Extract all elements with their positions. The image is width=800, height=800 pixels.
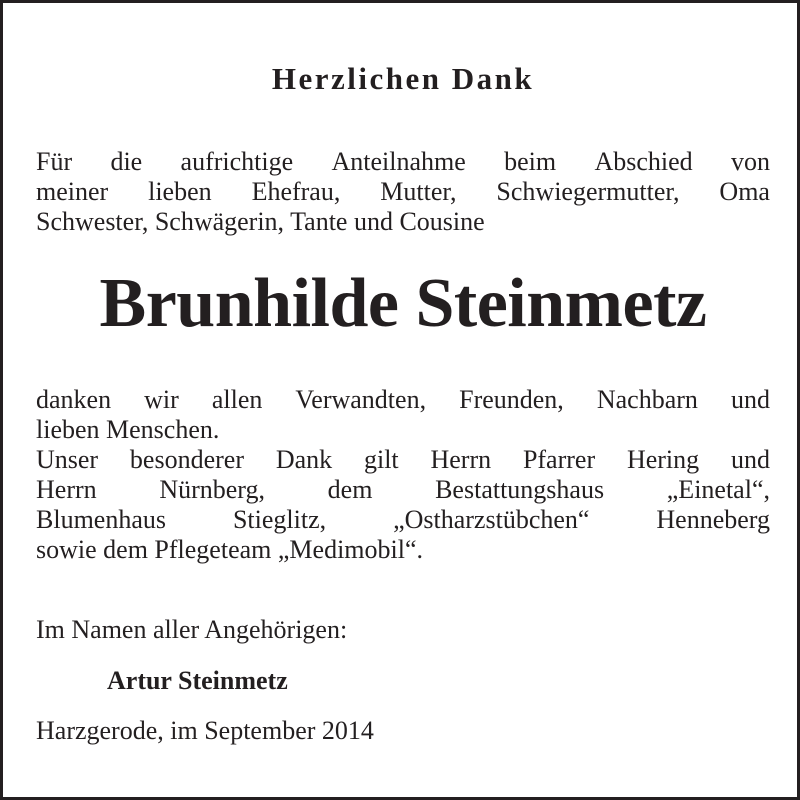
thanks-line (36, 445, 770, 475)
place-and-date: Harzgerode, im September 2014 (36, 716, 374, 745)
word: von (730, 147, 770, 176)
word: beim (504, 147, 557, 176)
word: Herrn (36, 475, 97, 504)
word: die (110, 147, 143, 176)
word: allen (211, 385, 263, 414)
word: lieben (148, 177, 212, 206)
word: Verwandten, (295, 385, 427, 414)
thanks-line: lieben Menschen. (36, 415, 220, 444)
word: Für (36, 147, 73, 176)
word: Bestattungshaus (435, 475, 605, 504)
word: Hering (626, 445, 700, 474)
word: aufrichtige (180, 147, 294, 176)
word: und (730, 445, 770, 474)
thanks-line: sowie dem Pflegeteam „Medimobil“. (36, 535, 424, 564)
word: Unser (36, 445, 99, 474)
intro-line (36, 147, 770, 177)
word: und (730, 385, 770, 414)
intro-line (36, 177, 770, 207)
word: meiner (36, 177, 109, 206)
word: Ehefrau, (251, 177, 341, 206)
word: dem (327, 475, 373, 504)
word: Stieglitz, (232, 505, 327, 534)
word: Freunden, (459, 385, 564, 414)
word: Anteilnahme (331, 147, 466, 176)
word: „Einetal“, (666, 475, 770, 504)
word: Pfarrer (522, 445, 596, 474)
signature-name: Artur Steinmetz (107, 666, 288, 695)
word: Herrn (430, 445, 492, 474)
word: Abschied (594, 147, 693, 176)
intro-line: Schwester, Schwägerin, Tante und Cousine (36, 207, 485, 236)
word: Blumenhaus (36, 505, 166, 534)
thanks-line (36, 475, 770, 505)
thanks-line (36, 385, 770, 415)
word: besonderer (129, 445, 244, 474)
word: Dank (275, 445, 333, 474)
word: Mutter, (380, 177, 457, 206)
word: gilt (363, 445, 399, 474)
word: Henneberg (656, 505, 770, 534)
thanks-paragraph (36, 385, 770, 565)
word: Schwiegermutter, (496, 177, 680, 206)
intro-paragraph (36, 147, 770, 237)
word: wir (144, 385, 179, 414)
deceased-name: Brunhilde Steinmetz (99, 265, 707, 342)
thanks-line (36, 505, 770, 535)
word: „Ostharzstübchen“ (393, 505, 590, 534)
word: danken (36, 385, 112, 414)
word: Nürnberg, (159, 475, 265, 504)
notice-heading: Herzlichen Dank (271, 61, 535, 96)
closing-line: Im Namen aller Angehörigen: (36, 615, 348, 644)
word: Nachbarn (596, 385, 698, 414)
word: Oma (719, 177, 770, 206)
